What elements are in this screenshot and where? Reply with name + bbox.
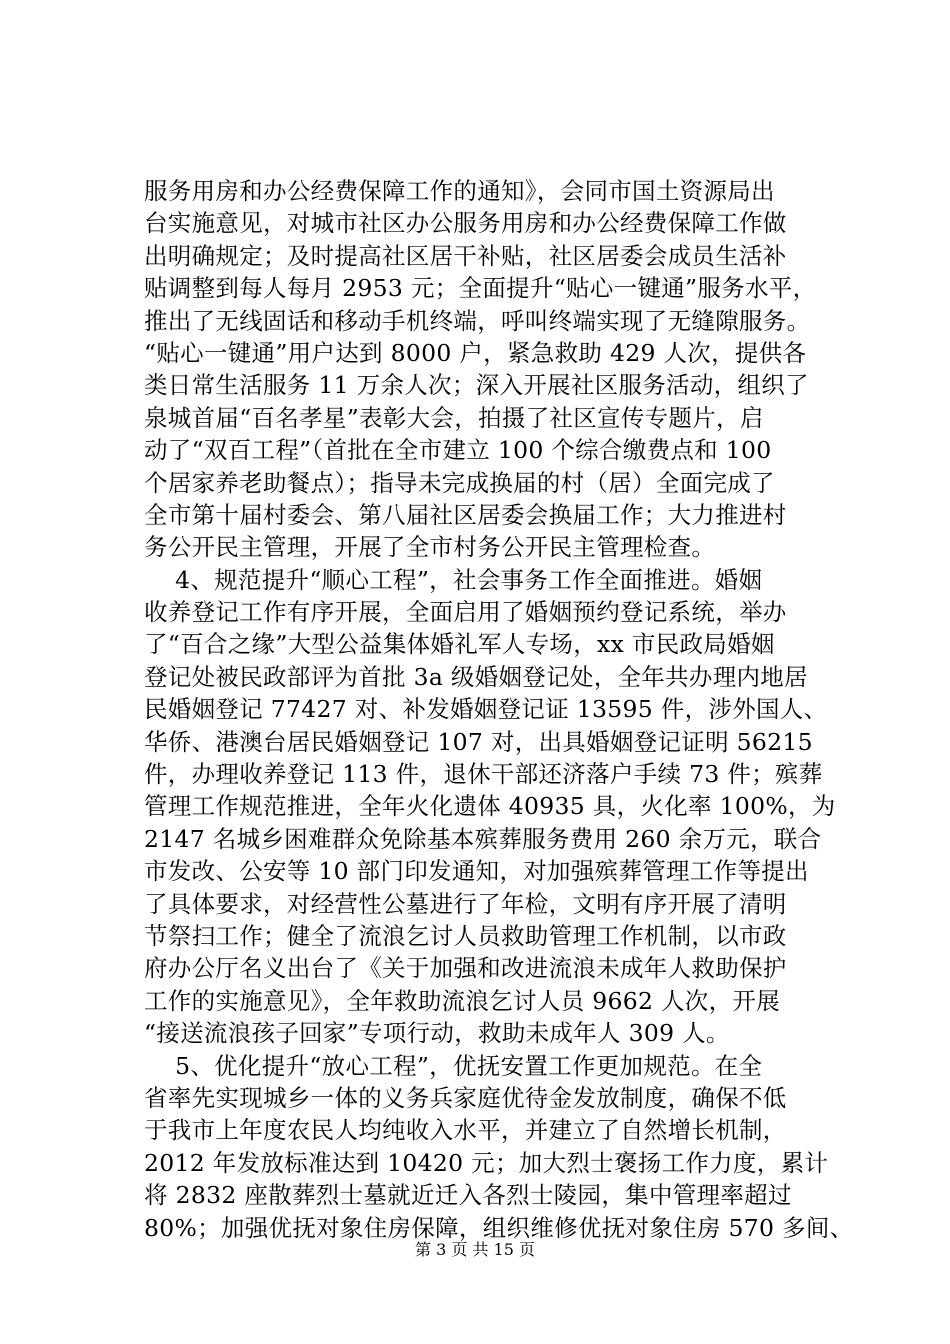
text-line: 服务用房和办公经费保障工作的通知》，会同市国土资源局出 — [144, 177, 775, 205]
text-line: 2147 名城乡困难群众免除基本殡葬服务费用 260 余万元，联合 — [144, 824, 822, 853]
text-line: 务公开民主管理，开展了全市村务公开民主管理检查。 — [144, 533, 716, 562]
text-line: 收养登记工作有序开展，全面启用了婚姻预约登记系统，举办 — [144, 598, 787, 627]
text-line: 动了“双百工程”（首批在全市建立 100 个综合缴费点和 100 — [144, 436, 772, 465]
text-line: 登记处被民政部评为首批 3a 级婚姻登记处，全年共办理内地居 — [144, 662, 808, 691]
text-line: 管理工作规范推进，全年火化遗体 40935 具，火化率 100%，为 — [144, 792, 836, 821]
text-line: 推出了无线固话和移动手机终端，呼叫终端实现了无缝隙服务。 — [144, 306, 811, 335]
text-line: “接送流浪孩子回家”专项行动，救助未成年人 309 人。 — [144, 1019, 730, 1048]
text-line: 工作的实施意见》，全年救助流浪乞讨人员 9662 人次，开展 — [144, 986, 780, 1015]
text-line: 贴调整到每人每月 2953 元；全面提升“贴心一键通”服务水平， — [144, 274, 817, 303]
text-line: 民婚姻登记 77427 对、补发婚姻登记证 13595 件，涉外国人、 — [144, 695, 828, 724]
text-line: 件，办理收养登记 113 件，退休干部还济落户手续 73 件；殡葬 — [144, 760, 823, 789]
text-line: 将 2832 座散葬烈士墓就近迁入各烈士陵园，集中管理率超过 — [144, 1181, 792, 1210]
text-line: 5、优化提升“放心工程”，优抚安置工作更加规范。在全 — [144, 1051, 763, 1080]
text-line: 2012 年发放标准达到 10420 元；加大烈士褒扬工作力度，累计 — [144, 1148, 829, 1177]
text-line: 节祭扫工作；健全了流浪乞讨人员救助管理工作机制，以市政 — [144, 921, 787, 950]
text-line: 了“百合之缘”大型公益集体婚礼军人专场，xx 市民政局婚姻 — [144, 630, 775, 659]
text-line: 华侨、港澳台居民婚姻登记 107 对，出具婚姻登记证明 56215 — [144, 727, 813, 756]
text-line: 市发改、公安等 10 部门印发通知，对加强殡葬管理工作等提出 — [144, 857, 809, 886]
text-line: 类日常生活服务 11 万余人次；深入开展社区服务活动，组织了 — [144, 371, 809, 400]
text-line: 个居家养老助餐点）；指导未完成换届的村（居）全面完成了 — [144, 468, 775, 497]
text-line: 府办公厅名义出台了《关于加强和改进流浪未成年人救助保护 — [144, 954, 787, 983]
text-line: 了具体要求，对经营性公墓进行了年检，文明有序开展了清明 — [144, 889, 787, 918]
page-footer — [0, 1240, 950, 1260]
text-line: “贴心一键通”用户达到 8000 户，紧急救助 429 人次，提供各 — [144, 338, 807, 367]
text-line: 省率先实现城乡一体的义务兵家庭优待金发放制度，确保不低 — [144, 1083, 787, 1112]
text-line: 泉城首届“百名孝星”表彰大会，拍摄了社区宣传专题片，启 — [144, 403, 764, 432]
text-line: 台实施意见，对城市社区办公服务用房和办公经费保障工作做 — [144, 209, 787, 238]
text-line: 4、规范提升“顺心工程”，社会事务工作全面推进。婚姻 — [144, 565, 763, 594]
text-line: 全市第十届村委会、第八届社区居委会换届工作；大力推进村 — [144, 500, 787, 529]
text-line: 出明确规定；及时提高社区居干补贴，社区居委会成员生活补 — [144, 241, 787, 270]
page-number: 第 3 页 共 15 页 — [415, 1240, 535, 1259]
text-line: 于我市上年度农民人均纯收入水平，并建立了自然增长机制， — [144, 1116, 787, 1145]
text-line: 80%；加强优抚对象住房保障，组织维修优抚对象住房 570 多间、 — [144, 1213, 854, 1242]
body-text — [144, 175, 854, 1244]
